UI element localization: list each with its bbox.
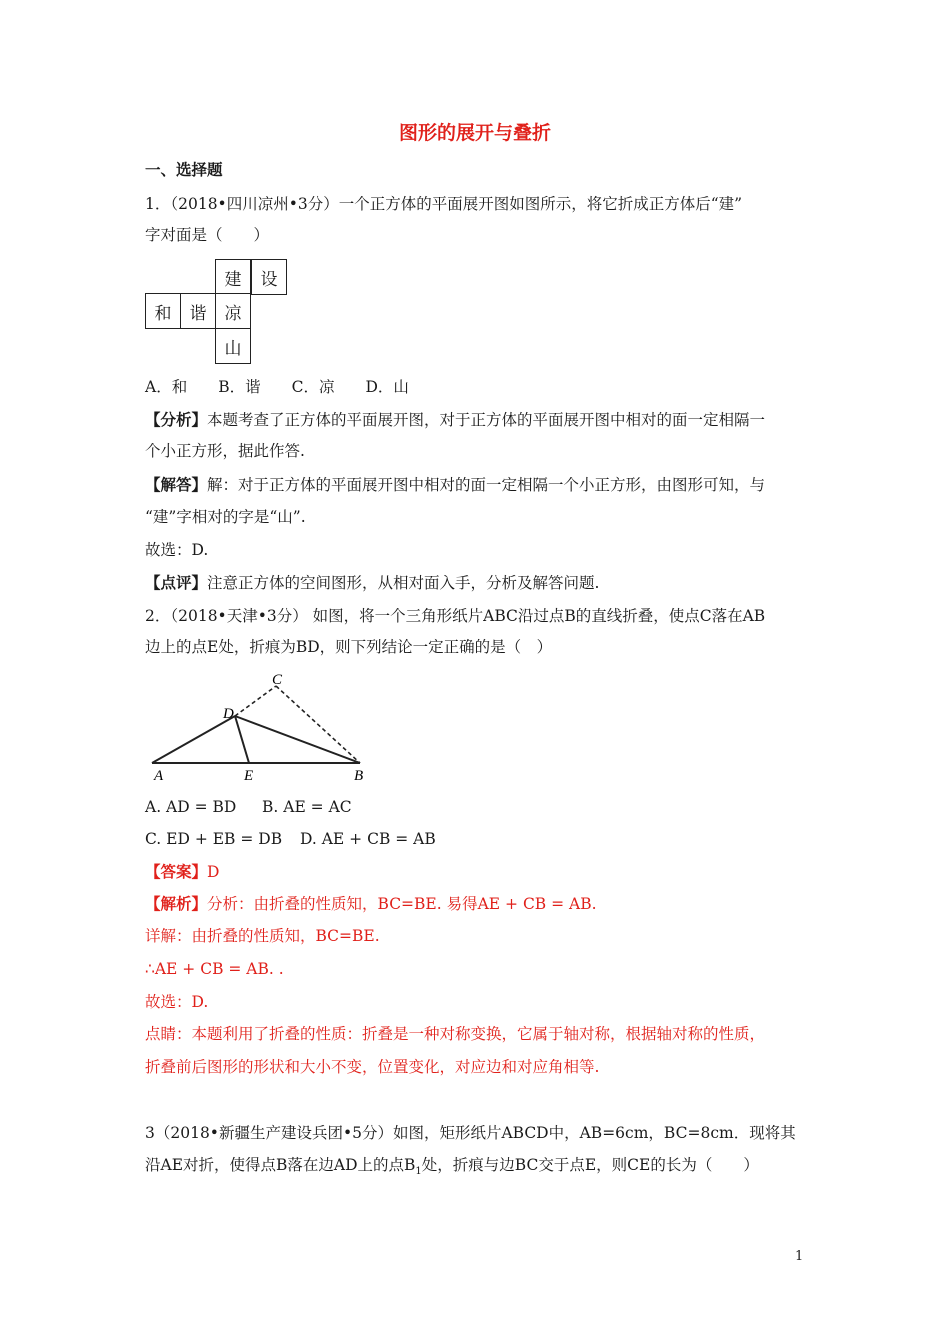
q2-option-d: D. AE + CB = AB [300, 830, 436, 848]
answer-tag: 【解答】 [145, 476, 208, 494]
q2-option-c: C. ED + EB = DB [145, 830, 283, 848]
q1-analysis-line2: 个小正方形，据此作答. [145, 442, 305, 460]
explanation-text: 分析：由折叠的性质知，BC=BE. 易得AE + CB = AB. [207, 895, 597, 913]
segment-dc-dashed [235, 686, 276, 716]
net-cell-shan: 山 [215, 328, 251, 364]
q2-stem-line2: 边上的点E处，折痕为BD，则下列结论一定正确的是（ ） [145, 638, 553, 656]
label-e: E [244, 768, 254, 784]
q2-stem-line1: 2．（2018•天津•3分） 如图，将一个三角形纸片ABC沿过点B的直线折叠，使点C落在AB [145, 607, 766, 625]
q1-analysis-line1 [145, 410, 765, 430]
label-d: D [223, 706, 234, 722]
triangle-fold-figure [140, 670, 380, 785]
q2-explanation [145, 894, 597, 914]
segment-ad [152, 716, 235, 763]
segment-de [235, 716, 249, 763]
q3-stem-line1: 3（2018•新疆生产建设兵团•5分）如图，矩形纸片ABCD中，AB=6cm，BC=8cm．现将其 [145, 1124, 796, 1142]
page-title: 图形的展开与叠折 [398, 122, 551, 144]
net-cell-jian: 建 [215, 259, 251, 295]
q1-stem-line1: 1．（2018•四川凉州•3分）一个正方体的平面展开图如图所示，将它折成正方体后“建” [145, 195, 743, 213]
label-a: A [154, 768, 164, 784]
answer-text: 解：对于正方体的平面展开图中相对的面一定相隔一个小正方形，由图形可知，与 [207, 476, 766, 494]
q1-answer-line2: “建”字相对的字是“山”. [145, 508, 306, 526]
comment-text: 注意正方体的空间图形，从相对面入手，分析及解答问题. [207, 574, 600, 592]
q3-stem-part2: 处，折痕与边BC交于点E，则CE的长为（ ） [421, 1156, 759, 1174]
q2-therefore: ∴AE + CB = AB. . [145, 960, 284, 978]
section-heading: 一、选择题 [145, 161, 223, 179]
q1-answer-line1 [145, 475, 765, 495]
q2-choice: 故选：D. [145, 993, 209, 1011]
q2-option-a: A. AD = BD [145, 798, 237, 816]
net-cell-she: 设 [251, 259, 287, 295]
analysis-text: 本题考查了正方体的平面展开图，对于正方体的平面展开图中相对的面一定相隔一 [207, 411, 766, 429]
comment-tag: 【点评】 [145, 574, 208, 592]
answer-label: 【答案】 [145, 862, 208, 881]
net-cell-xie: 谐 [180, 293, 216, 329]
answer-value: D [207, 863, 220, 881]
net-cell-liang: 凉 [215, 293, 251, 329]
q3-subscript: 1 [415, 1166, 422, 1178]
page-number: 1 [795, 1249, 804, 1264]
net-cell-he: 和 [145, 293, 181, 329]
segment-db [235, 716, 360, 763]
q2-option-b: B. AE = AC [262, 798, 352, 816]
q3-stem-part1: 沿AE对折，使得点B落在边AD上的点B [145, 1156, 416, 1174]
q1-comment [145, 573, 599, 593]
q1-choice: 故选：D. [145, 541, 209, 559]
q2-note-line1: 点睛：本题利用了折叠的性质：折叠是一种对称变换，它属于轴对称，根据轴对称的性质， [145, 1025, 766, 1043]
q2-answer [145, 862, 219, 882]
analysis-tag: 【分析】 [145, 411, 208, 429]
q1-options: A．和 B．谐 C．凉 D．山 [145, 378, 409, 396]
q2-note-line2: 折叠前后图形的形状和大小不变，位置变化，对应边和对应角相等. [145, 1058, 600, 1076]
label-c: C [272, 672, 283, 688]
q3-stem-line2 [145, 1155, 759, 1182]
label-b: B [354, 768, 364, 784]
q1-stem-line2: 字对面是（ ） [145, 226, 270, 244]
segment-cb-dashed [276, 686, 360, 763]
explanation-tag: 【解析】 [145, 894, 208, 913]
q2-detail: 详解：由折叠的性质知，BC=BE. [145, 927, 380, 945]
